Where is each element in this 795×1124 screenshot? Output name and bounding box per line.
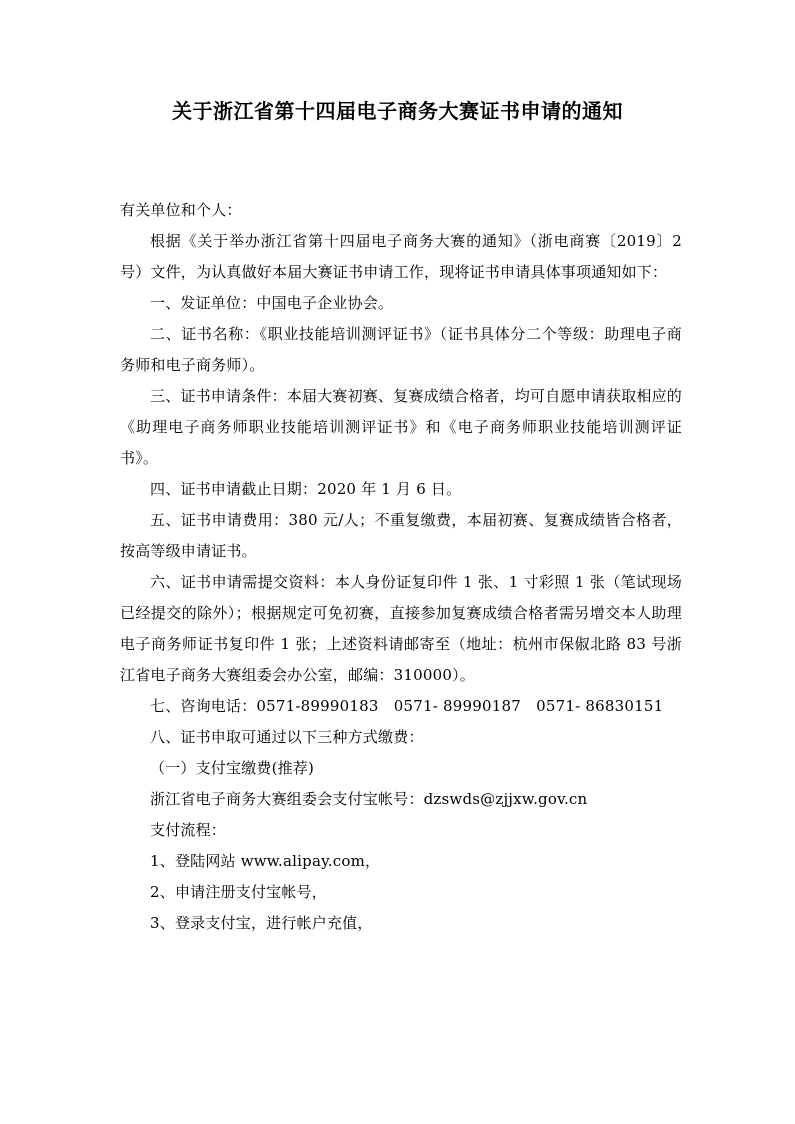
paragraph-payment-methods: 八、证书申取可通过以下三种方式缴费： xyxy=(150,728,424,746)
paragraph-deadline: 四、证书申请截止日期：2020 年 1 月 6 日。 xyxy=(150,480,462,498)
paragraph-fee: 五、证书申请费用：380 元/人；不重复缴费，本届初赛、复赛成绩皆合格者，按高等级申请证书。 xyxy=(120,511,682,560)
list-item-step-3: 3、登录支付宝，进行帐户充值， xyxy=(150,914,373,932)
paragraph-certificate-name: 二、证书名称：《职业技能培训测评证书》（证书具体分二个等级：助理电子商务师和电子商务师）。 xyxy=(120,325,682,374)
paragraph-materials: 六、证书申请需提交资料：本人身份证复印件 1 张、1 寸彩照 1 张（笔试现场已经提交的除外）；根据规定可免初赛，直接参加复赛成绩合格者需另增交本人助理电子商务师证书复印件 1 张；上述资料请邮寄至（地址：杭州市保俶北路 83 号浙江省电子商务大赛组委会办公室，邮编：310000）。 xyxy=(120,573,682,684)
paragraph-phone: 七、咨询电话：0571-89990183 0571- 89990187 0571- 86830151 xyxy=(150,697,664,715)
paragraph-basis: 根据《关于举办浙江省第十四届电子商务大赛的通知》（浙电商赛〔2019〕2 号）文件，为认真做好本届大赛证书申请工作，现将证书申请具体事项通知如下： xyxy=(120,232,682,281)
paragraph-issuer: 一、发证单位：中国电子企业协会。 xyxy=(150,294,394,312)
salutation: 有关单位和个人： xyxy=(120,201,242,219)
paragraph-alipay-account: 浙江省电子商务大赛组委会支付宝帐号：dzswds@zjjxw.gov.cn xyxy=(150,790,588,808)
list-item-step-1: 1、登陆网站 www.alipay.com， xyxy=(150,852,381,870)
paragraph-conditions: 三、证书申请条件：本届大赛初赛、复赛成绩合格者，均可自愿申请获取相应的《助理电子商务师职业技能培训测评证书》和《电子商务师职业技能培训测评证书》。 xyxy=(120,387,683,467)
list-item-step-2: 2、申请注册支付宝帐号， xyxy=(150,883,327,901)
paragraph-payment-flow: 支付流程： xyxy=(150,821,227,839)
paragraph-alipay-heading: （一）支付宝缴费(推荐) xyxy=(150,759,315,777)
document-body xyxy=(120,195,682,939)
document-title: 关于浙江省第十四届电子商务大赛证书申请的通知 xyxy=(172,99,623,123)
